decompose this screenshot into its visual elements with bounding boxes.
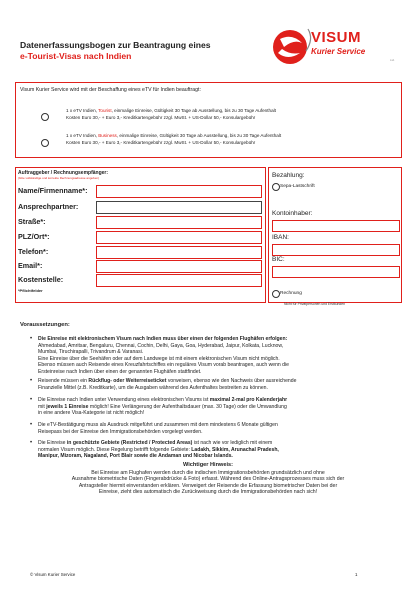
bullet-4: • (30, 422, 33, 428)
invoice-label: Rechnung (280, 291, 302, 296)
logo-tiny: Ltd. (390, 58, 396, 62)
sepa-label: Sepa-Lastschrift (280, 184, 315, 189)
invoice-radio[interactable] (272, 290, 280, 298)
account-holder-field[interactable] (272, 220, 400, 232)
sepa-radio[interactable] (272, 183, 280, 191)
option-business-radio[interactable] (41, 139, 49, 147)
zip-field[interactable] (96, 231, 262, 244)
required-note: *Pflichtfelder (18, 288, 43, 293)
requirement-airports: Die Einreise mit elektronischem Visum nach Indien muss über einen der folgenden Flughäfen erfolgen: Ahmedabad, Amritsar, Bengaluru, Chennai, Cochin, Delhi, Gaya, Goa, Hyderabad, Jaipur, Kolkata, Lucknow, Mumbai, Tiruchirapalli, Trivandrum & Varanasi. Eine Einreise über die Seehäfen oder auf dem Landwege ist mit einem elektronischen Visum nicht möglich. Ebenso müssen auch Reisende eines Kreuzfahrtschiffes ein reguläres Visum vorab beantragen, auch wenn die Ersteinreise nach Indien über einen der genannten Flughäfen stattfindet. (38, 336, 289, 375)
iban-field[interactable] (272, 244, 400, 256)
logo-word: VISUM (311, 29, 362, 46)
label-name: Name/Firmenname*: (18, 186, 88, 195)
label-phone: Telefon*: (18, 247, 49, 256)
bullet-2: • (30, 378, 33, 384)
contact-field[interactable] (96, 201, 262, 214)
bullet-1: • (30, 336, 33, 342)
label-contact: Ansprechpartner: (18, 202, 79, 211)
requirement-printout: Die eTV-Bestätigung muss als Ausdruck mitgeführt und zusammen mit dem mindestens 6 Monate gültigen Reisepass bei der Einreise den Immigrationsbehörden vorgelegt werden. (38, 422, 278, 435)
bullet-5: • (30, 440, 33, 446)
iban-label: IBAN: (272, 234, 289, 241)
label-zip: PLZ/Ort*: (18, 232, 50, 241)
payment-heading: Bezahlung: (272, 172, 305, 179)
requirement-frequency: Die Einreise nach Indien unter Verwendung eines elektronischen Visums ist maximal 2-mal pro Kalenderjahr mit jeweils 1 Einreise möglich! Eine Verlängerung der Aufenthaltsdauer (max. 30 Tage) oder die Umwandlung in eine andere Visa-Kategorie ist nicht möglich! (38, 397, 288, 416)
requirement-ticket: Reisende müssen ein Rückflug- oder Weiterreiseticket vorweisen, ebenso wie den Nachweis über ausreichende Finanzielle Mittel (z.B. Kreditkarte), um die Ausgaben während des Aufenthaltes bestreiten zu können. (38, 378, 297, 391)
label-cost-center: Kostenstelle: (18, 275, 64, 284)
bic-field[interactable] (272, 266, 400, 278)
page-title: Datenerfassungsbogen zur Beantragung eines (20, 40, 211, 50)
cost-center-field[interactable] (96, 274, 262, 287)
bic-label: BIC: (272, 256, 285, 263)
option-tourist-text: 1 x eTV Indien, Tourist, einmalige Einreise, Gültigkeit 30 Tage ab Ausstellung, bis zu 30 Tage Aufenthalt Kosten Euro 30,- + Euro 3,- Kreditkartengebühr zzgl. MwSt. + US-Dollar 50,- Konsulargebühr (66, 108, 276, 120)
account-holder-label: Kontoinhaber: (272, 210, 313, 217)
bullet-3: • (30, 397, 33, 403)
client-heading: Auftraggeber / Rechnungsempfänger: (18, 170, 109, 176)
page-number: 1 (355, 572, 358, 577)
notice-title: Wichtiger Hinweis: (183, 462, 233, 468)
client-note: (bitte vollständige und korrekte Rechnungsadresse angeben) (18, 176, 100, 180)
option-tourist-radio[interactable] (41, 113, 49, 121)
name-field[interactable] (96, 185, 262, 198)
logo-subtitle: Kurier Service (311, 47, 366, 56)
phone-field[interactable] (96, 246, 262, 259)
order-heading: Visum Kurier Service wird mit der Beschaffung eines eTV für Indien beauftragt: (20, 87, 201, 93)
requirement-protected-areas: Die Einreise in geschützte Gebiete (Restricted / Protected Areas) ist nach wie vor lediglich mit einem normalen Visum möglich. Diese Regelung betrifft folgende Gebiete: Ladakh, Sikkim, Arunachal Pradesh, Manipur, Mizoram, Nagaland, Port Blair sowie die Andaman und Nicobar Islands. (38, 440, 279, 459)
footer-copyright: © Visum Kurier Service (30, 572, 76, 577)
invoice-note: Nicht für Privatpersonen und Erstkunden (284, 302, 346, 306)
email-field[interactable] (96, 260, 262, 273)
label-email: Email*: (18, 261, 43, 270)
street-field[interactable] (96, 216, 262, 229)
page-subtitle: e-Tourist-Visas nach Indien (20, 51, 132, 61)
requirements-heading: Voraussetzungen: (20, 322, 70, 328)
option-business-text: 1 x eTV Indien, Business, einmalige Einreise, Gültigkeit 30 Tage ab Ausstellung, bis zu 30 Tage Aufenthalt Kosten Euro 30,- + Euro 3,- Kreditkartengebühr zzgl. MwSt. + US-Dollar 50,- Konsulargebühr (66, 133, 282, 145)
notice-text: Bei Einreise am Flughafen werden durch die indischen Immigrationsbehörden grundsätzlich und ohne Ausnahme biometrische Daten (Fingerabdrücke & Foto) erfasst. Während des Online-Antragsprozesses muss sich der Antragsteller hiermit einverstanden erklären. Verweigert der Reisende die Erfassung biometrischer Daten bei der Einreise, zieht dies automatisch die Zurückweisung durch die Immigrationsbehörden nach sich! (71, 470, 345, 496)
label-street: Straße*: (18, 217, 46, 226)
